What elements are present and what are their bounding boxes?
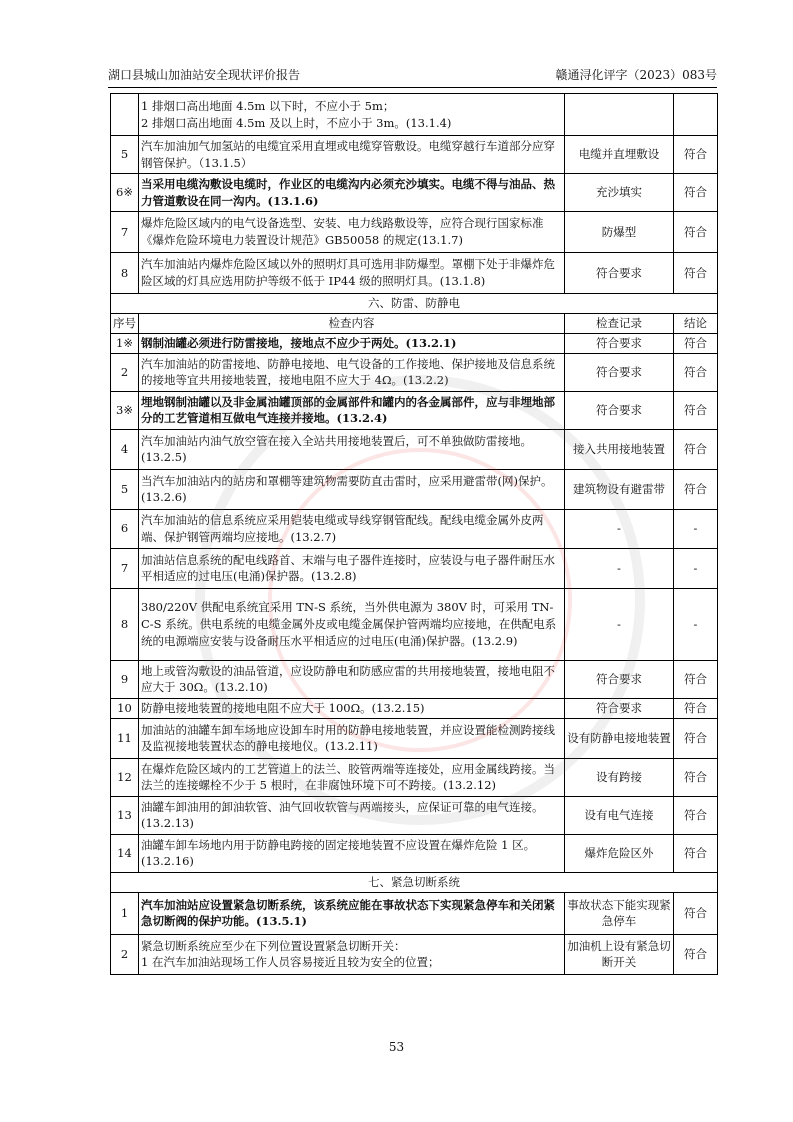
item-number: 4 [111, 429, 139, 469]
item-record: 设有跨接 [565, 758, 674, 796]
item-content: 380/220V 供配电系统宜采用 TN-S 系统，当外供电源为 380V 时，可采用 TN-C-S 系统。供电系统的电缆金属外皮或电缆金属保护管两端均应接地，在供配电系统的电源端应安装与设备耐压水平相适应的过电压(电涌)保护器。(13.2.9) [139, 588, 565, 660]
item-record: 接入共用接地装置 [565, 429, 674, 469]
item-result: 符合 [674, 934, 718, 974]
item-number: 9 [111, 660, 139, 698]
item-content: 当汽车加油站内的站房和罩棚等建筑物需要防直击雷时，应采用避雷带(网)保护。(13.2.6) [139, 469, 565, 509]
item-record: - [565, 548, 674, 588]
lightning-row-3 [111, 429, 718, 469]
item-record: 符合要求 [565, 391, 674, 429]
item-number: 1 [111, 892, 139, 934]
inspection-table [110, 93, 718, 975]
item-result: 符合 [674, 796, 718, 834]
continued-row [111, 94, 718, 136]
item-content: 加油站信息系统的配电线路首、末端与电子器件连接时，应装设与电子器件耐压水平相适应的过电压(电涌)保护器。(13.2.8) [139, 548, 565, 588]
item-number: 10 [111, 698, 139, 718]
item-number: 14 [111, 834, 139, 872]
item-result: 符合 [674, 174, 718, 212]
item-content: 防静电接地装置的接地电阻不应大于 100Ω。(13.2.15) [139, 698, 565, 718]
section-title: 六、防雷、防静电 [111, 294, 718, 314]
item-content: 在爆炸危险区域内的工艺管道上的法兰、胶管两端等连接处，应用金属线跨接。当法兰的连接螺栓不少于 5 根时，在非腐蚀环境下可不跨接。(13.2.12) [139, 758, 565, 796]
lightning-row-9 [111, 698, 718, 718]
item-number: 7 [111, 548, 139, 588]
item-record: 充沙填实 [565, 174, 674, 212]
item-content: 汽车加油加气加氢站的电缆宜采用直埋或电缆穿管敷设。电缆穿越行车道部分应穿钢管保护。（13.1.5） [139, 136, 565, 174]
item-result: 符合 [674, 429, 718, 469]
item-record: 符合要求 [565, 698, 674, 718]
item-result: 符合 [674, 253, 718, 294]
shutoff-row-0 [111, 892, 718, 934]
column-header-result: 结论 [674, 314, 718, 334]
shutoff-row-1 [111, 934, 718, 974]
item-number: 2 [111, 934, 139, 974]
item-content: 地上或管沟敷设的油品管道，应设防静电和防感应雷的共用接地装置，接地电阻不应大于 30Ω。(13.2.10) [139, 660, 565, 698]
electric-row-1 [111, 174, 718, 212]
item-record: 设有防静电接地装置 [565, 718, 674, 758]
page-number: 53 [388, 1040, 405, 1054]
lightning-row-1 [111, 353, 718, 391]
item-number: 6※ [111, 174, 139, 212]
column-header-number: 序号 [111, 314, 139, 334]
item-result: 符合 [674, 469, 718, 509]
electric-row-2 [111, 212, 718, 253]
item-result: 符合 [674, 353, 718, 391]
item-result: 符合 [674, 718, 718, 758]
lightning-row-10 [111, 718, 718, 758]
lightning-row-11 [111, 758, 718, 796]
item-record: 电缆并直埋敷设 [565, 136, 674, 174]
section-title: 七、紧急切断系统 [111, 872, 718, 892]
item-content: 爆炸危险区域内的电气设备选型、安装、电力线路敷设等，应符合现行国家标准《爆炸危险环境电力装置设计规范》GB50058 的规定(13.1.7) [139, 212, 565, 253]
item-content: 汽车加油站的防雷接地、防静电接地、电气设备的工作接地、保护接地及信息系统的接地等宜共用接地装置，接地电阻不应大于 4Ω。(13.2.2) [139, 353, 565, 391]
item-record: 加油机上设有紧急切断开关 [565, 934, 674, 974]
item-record: - [565, 588, 674, 660]
header-rule [108, 87, 717, 88]
lightning-row-13 [111, 834, 718, 872]
item-content-line: 紧急切断系统应至少在下列位置设置紧急切断开关： [141, 938, 406, 953]
item-number: 8 [111, 588, 139, 660]
item-result: 符合 [674, 660, 718, 698]
item-record: 符合要求 [565, 333, 674, 353]
column-header-record: 检查记录 [565, 314, 674, 334]
lightning-row-12 [111, 796, 718, 834]
item-content-line: 1 在汽车加油站现场工作人员容易接近且较为安全的位置； [141, 955, 440, 970]
item-result: 符合 [674, 758, 718, 796]
item-number: 12 [111, 758, 139, 796]
item-content: 油罐车卸车场地内用于防静电跨接的固定接地装置不应设置在爆炸危险 1 区。(13.2.16) [139, 834, 565, 872]
item-record: 爆炸危险区外 [565, 834, 674, 872]
item-number: 11 [111, 718, 139, 758]
item-number: 8 [111, 253, 139, 294]
item-record: 设有电气连接 [565, 796, 674, 834]
electric-row-3 [111, 253, 718, 294]
section-emergency-shutoff [111, 872, 718, 892]
item-content: 钢制油罐必须进行防雷接地，接地点不应少于两处。(13.2.1) [139, 333, 565, 353]
item-content: 汽车加油站内爆炸危险区域以外的照明灯具可选用非防爆型。罩棚下处于非爆炸危险区域的灯具应选用防护等级不低于 IP44 级的照明灯具。(13.1.8) [139, 253, 565, 294]
item-content: 加油站的油罐车卸车场地应设卸车时用的防静电接地装置，并应设置能检测跨接线及监视接地装置状态的静电接地仪。(13.2.11) [139, 718, 565, 758]
item-number: 13 [111, 796, 139, 834]
report-number: 赣通浔化评字（2023）083号 [555, 68, 717, 82]
item-number: 1※ [111, 333, 139, 353]
lightning-row-4 [111, 469, 718, 509]
continued-line-1: 1 排烟口高出地面 4.5m 以下时，不应小于 5m； [141, 98, 395, 113]
item-content: 汽车加油站应设置紧急切断系统，该系统应能在事故状态下实现紧急停车和关闭紧急切断阀的保护功能。(13.5.1) [139, 892, 565, 934]
report-title: 湖口县城山加油站安全现状评价报告 [108, 68, 301, 82]
lightning-row-0 [111, 333, 718, 353]
item-record: 符合要求 [565, 253, 674, 294]
item-content: 汽车加油站内油气放空管在接入全站共用接地装置后，可不单独做防雷接地。(13.2.5) [139, 429, 565, 469]
item-result: 符合 [674, 698, 718, 718]
lightning-row-5 [111, 509, 718, 548]
item-number: 3※ [111, 391, 139, 429]
item-record: 建筑物设有避雷带 [565, 469, 674, 509]
item-result: - [674, 548, 718, 588]
electric-row-0 [111, 136, 718, 174]
item-result: 符合 [674, 834, 718, 872]
item-record: 符合要求 [565, 660, 674, 698]
item-result: 符合 [674, 892, 718, 934]
lightning-row-6 [111, 548, 718, 588]
item-result: - [674, 588, 718, 660]
item-number: 7 [111, 212, 139, 253]
item-result: 符合 [674, 391, 718, 429]
item-record: - [565, 509, 674, 548]
item-result: 符合 [674, 136, 718, 174]
item-number: 6 [111, 509, 139, 548]
item-result: 符合 [674, 333, 718, 353]
lightning-row-2 [111, 391, 718, 429]
item-result: 符合 [674, 212, 718, 253]
item-content: 油罐车卸油用的卸油软管、油气回收软管与两端接头，应保证可靠的电气连接。(13.2.13) [139, 796, 565, 834]
item-number: 5 [111, 136, 139, 174]
item-number: 5 [111, 469, 139, 509]
item-content: 汽车加油站的信息系统应采用铠装电缆或导线穿钢管配线。配线电缆金属外皮两端、保护钢管两端均应接地。(13.2.7) [139, 509, 565, 548]
item-record: 符合要求 [565, 353, 674, 391]
item-content [139, 934, 565, 974]
item-record: 防爆型 [565, 212, 674, 253]
section-lightning-static [111, 294, 718, 314]
item-content: 当采用电缆沟敷设电缆时，作业区的电缆沟内必须充沙填实。电缆不得与油品、热力管道敷设在同一沟内。(13.1.6) [139, 174, 565, 212]
item-record: 事故状态下能实现紧急停车 [565, 892, 674, 934]
lightning-row-8 [111, 660, 718, 698]
column-header-content: 检查内容 [139, 314, 565, 334]
item-result: - [674, 509, 718, 548]
lightning-row-7 [111, 588, 718, 660]
item-content: 埋地钢制油罐以及非金属油罐顶部的金属部件和罐内的各金属部件，应与非埋地部分的工艺管道相互做电气连接并接地。(13.2.4) [139, 391, 565, 429]
item-number: 2 [111, 353, 139, 391]
column-header-row [111, 314, 718, 334]
continued-line-2: 2 排烟口高出地面 4.5m 及以上时，不应小于 3m。(13.1.4) [141, 115, 452, 130]
